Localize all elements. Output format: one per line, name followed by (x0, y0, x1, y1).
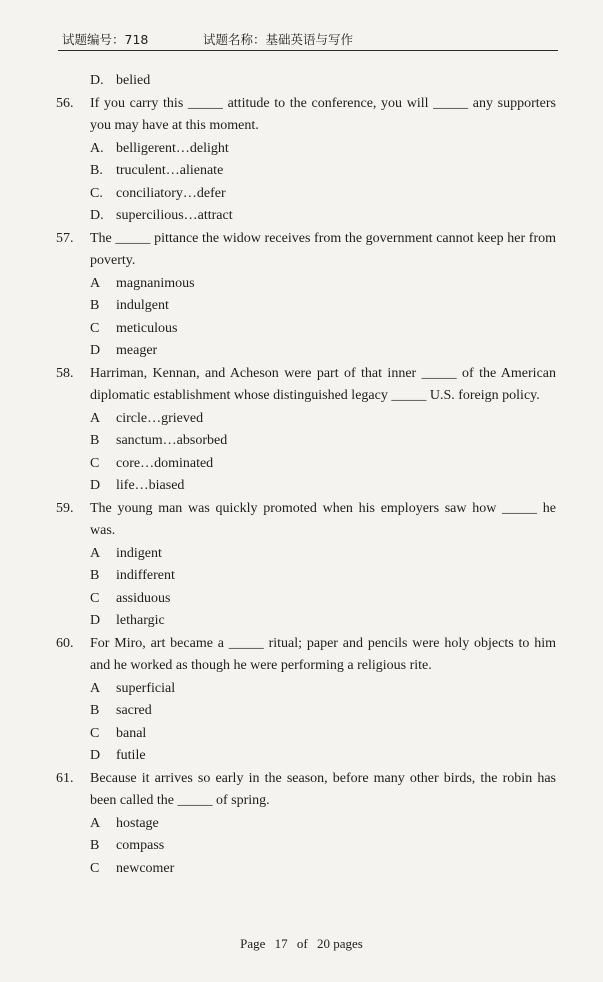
answer-option (56, 745, 556, 768)
option-text: circle…grieved (116, 410, 204, 426)
answer-option (56, 295, 556, 318)
answer-option (56, 700, 556, 723)
answer-option (56, 160, 556, 183)
question-58 (56, 363, 556, 498)
answer-option (56, 408, 556, 431)
option-text: banal (116, 725, 147, 741)
option-text: life…biased (116, 478, 185, 493)
question-text: Because it arrives so early in the season, before many other birds, the robin has been called the _____ of spring. (90, 770, 556, 808)
question-57 (56, 228, 556, 363)
option-text: indulgent (116, 298, 169, 313)
question-stem (56, 768, 556, 813)
option-letter: A (90, 680, 101, 696)
question-text: The _____ pittance the widow receives from the government cannot keep her from poverty. (90, 230, 556, 268)
option-letter: B. (90, 163, 103, 178)
questions-container (56, 93, 556, 881)
option-text: futile (116, 748, 146, 763)
option-text: truculent…alienate (116, 163, 224, 178)
option-letter: C (90, 455, 100, 471)
option-letter: A. (90, 140, 104, 156)
answer-option (56, 543, 556, 566)
answer-option (56, 318, 556, 341)
option-letter: C (90, 725, 100, 741)
option-text: indifferent (116, 568, 175, 583)
question-text: The young man was quickly promoted when his employers saw how _____ he was. (90, 500, 556, 538)
question-text: Harriman, Kennan, and Acheson were part of that inner _____ of the American diplomatic establishment whose distinguished legacy _____ U.S. foreign policy. (90, 365, 556, 403)
answer-option (56, 475, 556, 498)
option-letter: D. (90, 73, 104, 88)
question-stem (56, 498, 556, 543)
question-61 (56, 768, 556, 881)
option-text: hostage (116, 815, 159, 831)
option-letter: B (90, 568, 100, 583)
option-text: core…dominated (116, 455, 214, 471)
question-number: 57. (56, 230, 74, 246)
answer-option (56, 273, 556, 296)
option-text: compass (116, 838, 165, 853)
option-letter: D (90, 478, 101, 493)
option-letter: B (90, 703, 100, 718)
option-letter: B (90, 838, 100, 853)
option-letter: C (90, 860, 100, 876)
option-letter: A (90, 545, 101, 561)
question-59 (56, 498, 556, 633)
answer-option (56, 430, 556, 453)
exam-name-label: 试题名称：基础英语与写作 (203, 32, 354, 47)
option-text: sanctum…absorbed (116, 433, 228, 448)
question-number: 61. (56, 770, 74, 786)
question-56 (56, 93, 556, 228)
answer-option (56, 205, 556, 228)
option-letter: D (90, 613, 101, 628)
option-text: meager (116, 343, 158, 358)
answer-option (56, 340, 556, 363)
option-letter: D. (90, 208, 104, 223)
question-stem (56, 93, 556, 138)
option-text: supercilious…attract (116, 208, 233, 223)
footer-of-word: of (296, 936, 308, 951)
option-text: meticulous (116, 320, 178, 336)
question-number: 56. (56, 95, 74, 111)
footer-total-pages: 20 pages (317, 936, 363, 951)
option-text: indigent (116, 545, 162, 561)
question-text: If you carry this _____ attitude to the conference, you will _____ any supporters you may have at this moment. (90, 95, 556, 133)
option-letter: A (90, 815, 101, 831)
answer-option (56, 183, 556, 206)
answer-option (56, 678, 556, 701)
answer-option (56, 610, 556, 633)
question-60 (56, 633, 556, 768)
option-text: conciliatory…defer (116, 185, 226, 201)
option-text: assiduous (116, 590, 171, 606)
question-list (56, 70, 556, 880)
option-text: sacred (116, 703, 152, 718)
question-number: 60. (56, 635, 74, 651)
option-letter: B (90, 433, 100, 448)
answer-option (56, 858, 556, 881)
option-letter: B (90, 298, 100, 313)
footer-page-number: 17 (274, 936, 288, 951)
question-number: 59. (56, 500, 74, 516)
option-letter: A (90, 410, 101, 426)
question-stem (56, 363, 556, 408)
question-text: For Miro, art became a _____ ritual; paper and pencils were holy objects to him and he worked as though he were performing a religious rite. (90, 635, 556, 673)
question-stem (56, 633, 556, 678)
option-letter: D (90, 343, 101, 358)
option-text: belied (116, 73, 151, 88)
answer-option (56, 813, 556, 836)
option-letter: C (90, 320, 100, 336)
page-footer (0, 936, 603, 952)
answer-option (56, 565, 556, 588)
option-text: magnanimous (116, 275, 195, 291)
answer-option (56, 588, 556, 611)
option-text: lethargic (116, 613, 165, 628)
answer-option (56, 723, 556, 746)
footer-page-word: Page (240, 936, 266, 951)
question-number: 58. (56, 365, 74, 381)
answer-option (56, 138, 556, 161)
answer-option (56, 835, 556, 858)
option-text: belligerent…delight (116, 140, 229, 156)
option-letter: C (90, 590, 100, 606)
option-letter: A (90, 275, 101, 291)
option-text: newcomer (116, 860, 175, 876)
option-letter: D (90, 748, 101, 763)
option-letter: C. (90, 185, 103, 201)
answer-option (56, 453, 556, 476)
previous-option (56, 70, 556, 93)
exam-code-label: 试题编号：718 (62, 32, 149, 47)
question-stem (56, 228, 556, 273)
page-header (58, 28, 558, 51)
option-text: superficial (116, 680, 176, 696)
